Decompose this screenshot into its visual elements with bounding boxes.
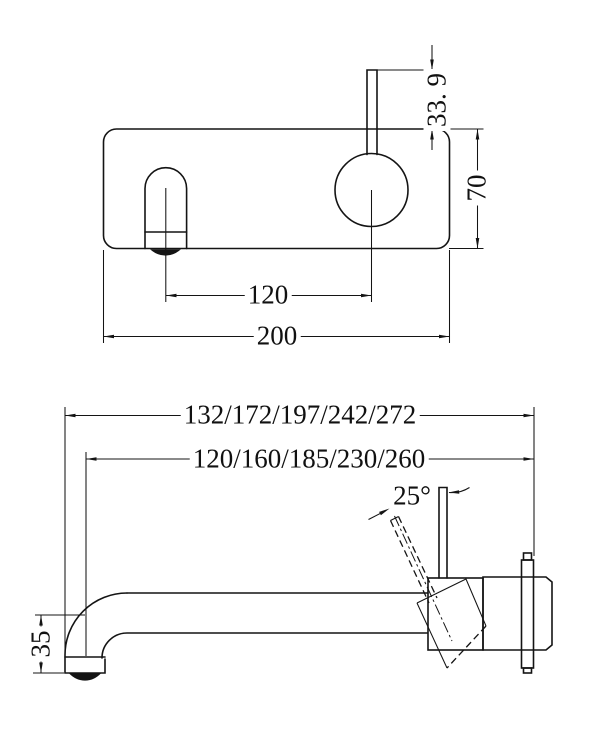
dim-backplate-height: 70 (464, 171, 491, 206)
dim-spout-drop: 35 (28, 627, 55, 662)
spout-elbow-outer (65, 593, 127, 673)
dim-backplate-width: 200 (254, 323, 301, 350)
dim-spout-to-mixer: 120 (245, 282, 292, 309)
lever-stem-outline (367, 70, 377, 155)
dim-overall-projection: 132/172/197/242/272 (181, 402, 420, 429)
lever-tilted (391, 521, 430, 604)
dim-handle-stem-height: 33. 9 (424, 69, 451, 131)
backplate-outline (104, 129, 450, 249)
dim-spout-centre-projection: 120/160/185/230/260 (190, 446, 429, 473)
aerator-tip (69, 673, 101, 680)
valve-cylinder (483, 577, 552, 650)
lever-upright (439, 488, 447, 579)
mixer-body (428, 578, 483, 650)
spout-elbow-inner (102, 633, 427, 658)
dim-handle-angle: 25° (393, 480, 431, 511)
